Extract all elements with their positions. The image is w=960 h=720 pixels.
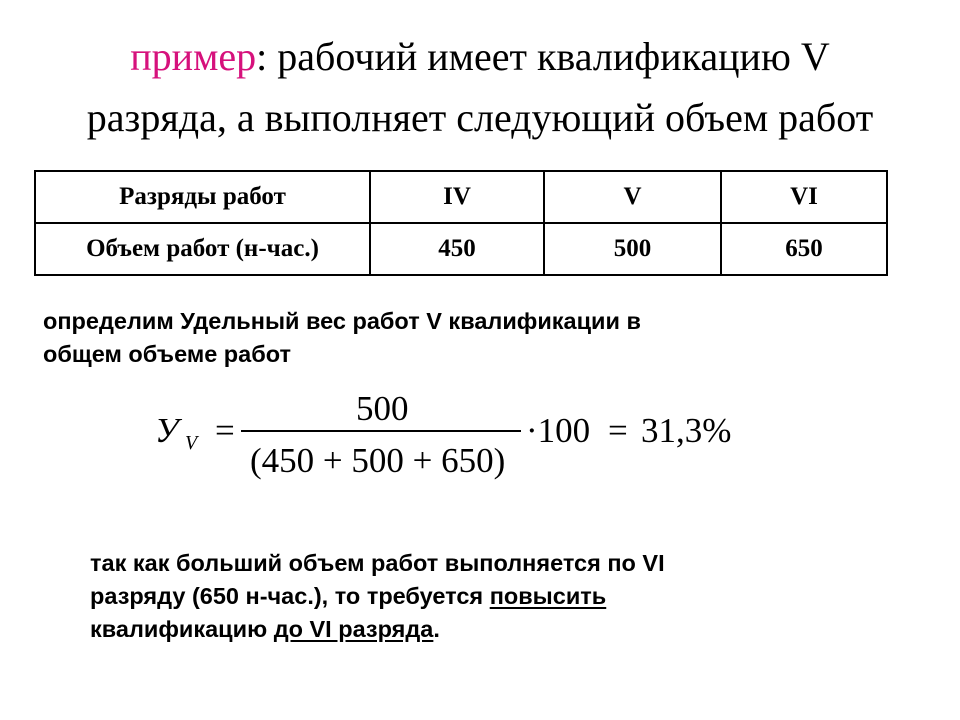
value-cell: 450 [370, 223, 544, 275]
formula-lhs-subscript: V [185, 432, 198, 454]
paragraph-text: квалификацию [90, 616, 274, 642]
header-cell: IV [370, 171, 544, 223]
paragraph-text: разряду (650 н-час.), то требуется [90, 583, 490, 609]
paragraph-line [90, 580, 665, 613]
paragraph-line: общем объеме работ [43, 341, 292, 367]
title-text: : рабочий имеет квалификацию V [256, 34, 830, 79]
paragraph-text: . [433, 616, 440, 642]
value-cell: 500 [544, 223, 721, 275]
header-cell: V [544, 171, 721, 223]
paragraph-line: так как больший объем работ выполняется по VI [90, 550, 665, 576]
work-volume-table [34, 170, 888, 276]
header-cell: VI [721, 171, 887, 223]
title-keyword: пример [130, 34, 257, 79]
table-header-row [35, 171, 887, 223]
formula-lhs: У [155, 411, 179, 450]
formula-numerator: 500 [356, 389, 409, 428]
slide-title-line-1 [0, 34, 960, 79]
header-cell: Разряды работ [35, 171, 370, 223]
formula-equals: = [215, 411, 235, 450]
formula-multiplier: ·100 [526, 411, 591, 450]
formula-equals-2: = [608, 411, 628, 450]
formula-result: 31,3% [641, 411, 732, 450]
paragraph-line [90, 613, 665, 646]
underlined-text: до VI разряда [273, 616, 434, 642]
paragraph-line: определим Удельный вес работ V квалификации в [43, 308, 641, 334]
value-cell: 650 [721, 223, 887, 275]
table-row [35, 223, 887, 275]
fraction-line [241, 430, 521, 432]
slide-title-line-2: разряда, а выполняет следующий объем работ [86, 95, 874, 140]
row-label-cell: Объем работ (н-час.) [35, 223, 370, 275]
paragraph-conclusion [90, 547, 665, 646]
formula-denominator: (450 + 500 + 650) [250, 441, 506, 480]
paragraph-definition [43, 305, 641, 371]
underlined-text: повысить [489, 583, 607, 609]
